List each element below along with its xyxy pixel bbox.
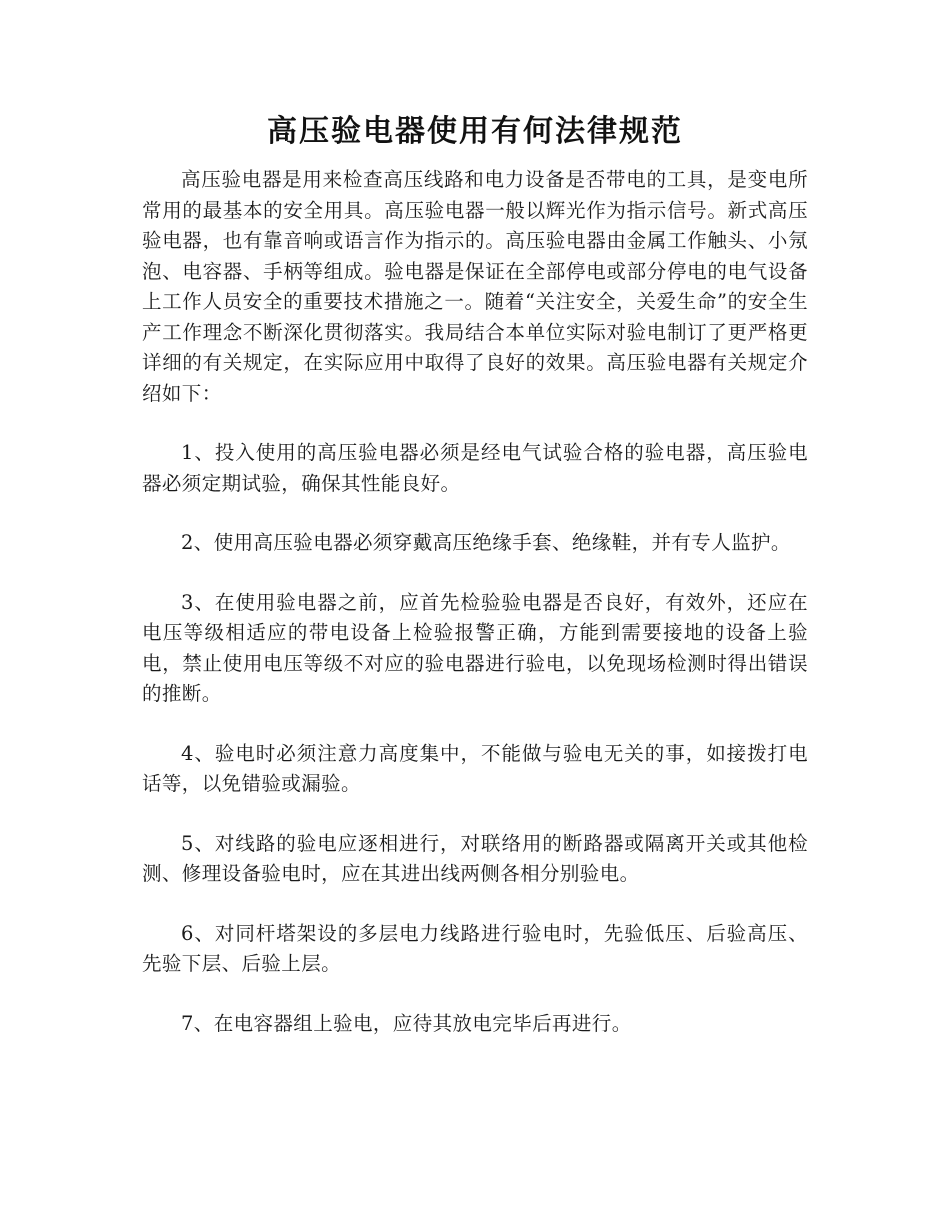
intro-paragraph: 高压验电器是用来检查高压线路和电力设备是否带电的工具，是变电所常用的最基本的安全用具。高压验电器一般以辉光作为指示信号。新式高压验电器，也有靠音响或语言作为指示的。高压验电器由金属工作触头、小氖泡、电容器、手柄等组成。验电器是保证在全部停电或部分停电的电气设备上工作人员安全的重要技术措施之一。随着“关注安全，关爱生命”的安全生产工作理念不断深化贯彻落实。我局结合本单位实际对验电制订了更严格更详细的有关规定，在实际应用中取得了良好的效果。高压验电器有关规定介绍如下： <box>142 168 808 405</box>
document-page <box>142 100 808 1068</box>
document-title: 高压验电器使用有何法律规范 <box>267 114 683 149</box>
rule-item-4: 4、验电时必须注意力高度集中，不能做与验电无关的事，如接拨打电话等，以免错验或漏验。 <box>142 741 808 795</box>
rule-item-7: 7、在电容器组上验电，应待其放电完毕后再进行。 <box>181 1011 632 1035</box>
rule-item-3: 3、在使用验电器之前，应首先检验验电器是否良好，有效外，还应在电压等级相适应的带电设备上检验报警正确，方能到需要接地的设备上验电，禁止使用电压等级不对应的验电器进行验电，以免现场检测时得出错误的推断。 <box>142 590 808 705</box>
rule-item-5: 5、对线路的验电应逐相进行，对联络用的断路器或隔离开关或其他检测、修理设备验电时，应在其进出线两侧各相分别验电。 <box>142 831 808 885</box>
rule-item-1: 1、投入使用的高压验电器必须是经电气试验合格的验电器，高压验电器必须定期试验，确保其性能良好。 <box>142 441 808 495</box>
rule-item-2: 2、使用高压验电器必须穿戴高压绝缘手套、绝缘鞋，并有专人监护。 <box>181 531 791 554</box>
rule-item-6: 6、对同杆塔架设的多层电力线路进行验电时，先验低压、后验高压、先验下层、后验上层。 <box>142 921 808 975</box>
